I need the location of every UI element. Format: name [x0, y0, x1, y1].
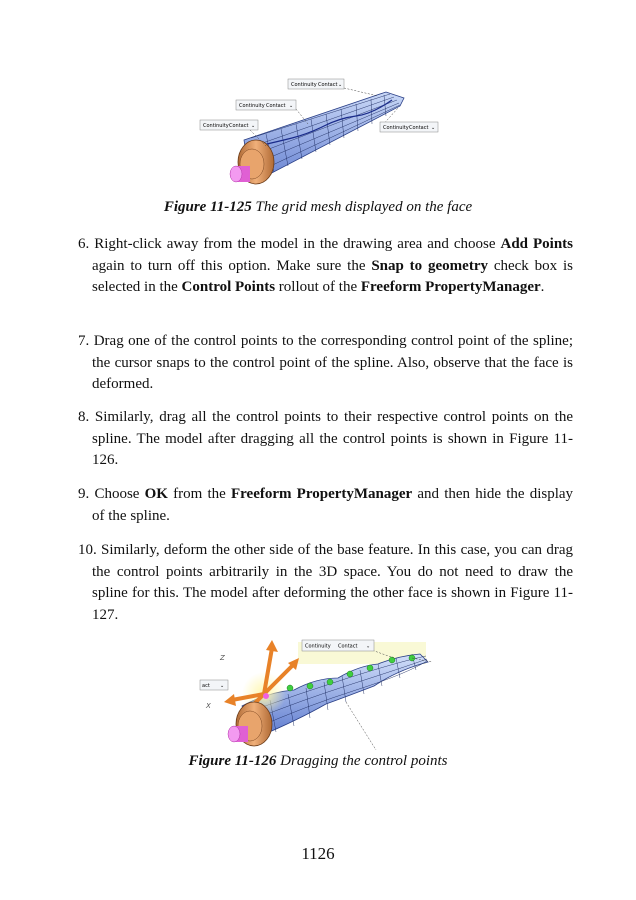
svg-text:Continuity: Continuity [383, 125, 409, 131]
step-bold-term: Snap to geometry [371, 257, 488, 274]
step-text: check box is selected in the [92, 257, 573, 295]
figure-number: Figure 11-126 [188, 753, 277, 769]
figure-number: Figure 11-125 [163, 199, 252, 215]
step-number: 8. [78, 409, 95, 425]
x-axis-label: X [206, 702, 211, 710]
step-text: again to turn off this option. Make sure the [92, 257, 372, 274]
continuity-dropdown-3[interactable] [200, 120, 258, 130]
svg-text:⌄: ⌄ [366, 643, 371, 650]
step-8 [78, 407, 573, 472]
svg-text:⌄: ⌄ [289, 103, 294, 109]
svg-text:Continuity: Continuity [239, 103, 265, 109]
svg-text:Contact: Contact [338, 643, 358, 650]
step-7 [78, 331, 573, 396]
figure-11-126-caption [0, 753, 636, 770]
svg-text:Contact: Contact [266, 103, 286, 109]
svg-text:Contact: Contact [409, 125, 429, 131]
figure-caption-text: The grid mesh displayed on the face [255, 199, 473, 215]
step-9 [78, 484, 573, 527]
step-bold-term: OK [144, 486, 168, 502]
selected-control-point[interactable] [263, 693, 269, 699]
step-text: Right-click away from the model in the drawing area and choose [94, 236, 501, 252]
step-text: Drag one of the control points to the corresponding control point of the spline; the cursor snaps to the control point of the spline. Also, observe that the face is deformed. [92, 333, 574, 392]
continuity-dropdown-2[interactable] [236, 100, 296, 110]
svg-text:Continuity: Continuity [203, 123, 229, 129]
svg-text:⌄: ⌄ [338, 82, 343, 88]
svg-text:⌄: ⌄ [220, 683, 225, 689]
step-text: and then hide the display of the spline. [92, 486, 574, 524]
svg-text:Contact: Contact [318, 82, 338, 88]
continuity-dropdown-5[interactable] [302, 640, 374, 651]
step-bold-term: Freeform PropertyManager [360, 279, 541, 295]
step-text: Choose [94, 486, 145, 502]
svg-text:⌄: ⌄ [431, 125, 436, 131]
svg-text:Contact: Contact [229, 123, 249, 129]
continuity-dropdown-1[interactable] [288, 79, 344, 89]
step-bold-term: Freeform PropertyManager [230, 486, 413, 502]
step-bold-term: Control Points [181, 279, 276, 295]
figure-caption-text: Dragging the control points [280, 753, 448, 769]
step-number: 6. [78, 236, 95, 252]
continuity-dropdown-6[interactable] [200, 680, 228, 690]
step-10 [78, 540, 573, 626]
svg-text:act: act [202, 683, 210, 689]
step-text: from the [167, 486, 231, 502]
step-text: Similarly, deform the other side of the base feature. In this case, you can drag the control points arbitrarily in the 3D space. You do not need to draw the spline for this. The model after deforming the other face is shown in Figure 11-127. [92, 542, 573, 623]
svg-text:⌄: ⌄ [251, 123, 256, 129]
figure-11-126-image [198, 634, 438, 752]
step-bold-term: Add Points [500, 236, 573, 252]
step-number: 10. [78, 542, 102, 558]
z-axis-label: Z [220, 654, 225, 662]
figure-11-125-caption [0, 199, 636, 216]
step-text: . [540, 279, 545, 295]
step-6 [78, 234, 573, 299]
step-number: 7. [78, 333, 94, 349]
page-number: 1126 [301, 844, 335, 863]
svg-text:Continuity: Continuity [305, 643, 331, 650]
continuity-dropdown-4[interactable] [380, 122, 438, 132]
step-number: 9. [78, 486, 95, 502]
figure-11-125-image [196, 76, 446, 194]
step-text: Similarly, drag all the control points to their respective control points on the spline. The model after dragging all the control points is shown in Figure 11-126. [92, 409, 574, 468]
svg-text:Continuity: Continuity [291, 82, 317, 88]
step-text: rollout of the [275, 279, 361, 295]
